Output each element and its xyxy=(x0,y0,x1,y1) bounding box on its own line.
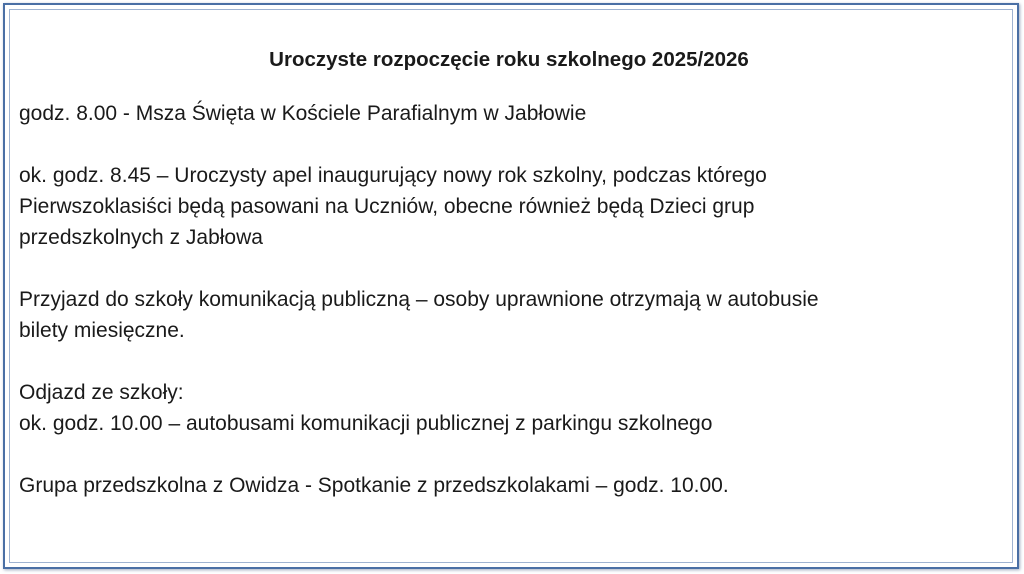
paragraph-line: Pierwszoklasiści będą pasowani na Uczniów, obecne również będą Dzieci grup xyxy=(19,195,755,218)
paragraph-line: Grupa przedszkolna z Owidza - Spotkanie z przedszkolakami – godz. 10.00. xyxy=(19,474,729,497)
paragraph-line: Przyjazd do szkoły komunikacją publiczną – osoby uprawnione otrzymają w autobusie xyxy=(19,288,819,311)
paragraph-departure xyxy=(19,377,999,439)
paragraph-line: ok. godz. 10.00 – autobusami komunikacji publicznej z parkingu szkolnego xyxy=(19,412,713,435)
paragraph-preschool-group xyxy=(19,470,999,501)
paragraph-line: ok. godz. 8.45 – Uroczysty apel inaugurujący nowy rok szkolny, podczas którego xyxy=(19,164,767,187)
paragraph-line: godz. 8.00 - Msza Święta w Kościele Parafialnym w Jabłowie xyxy=(19,102,587,125)
paragraph-assembly xyxy=(19,160,999,253)
paragraph-arrival xyxy=(19,284,999,346)
document-title: Uroczyste rozpoczęcie roku szkolnego 2025/2026 xyxy=(269,48,749,71)
paragraph-line: przedszkolnych z Jabłowa xyxy=(19,226,263,249)
paragraph-line: Odjazd ze szkoły: xyxy=(19,381,184,404)
document-content xyxy=(19,44,999,532)
paragraph-line: bilety miesięczne. xyxy=(19,319,185,342)
paragraph-mass xyxy=(19,98,999,129)
